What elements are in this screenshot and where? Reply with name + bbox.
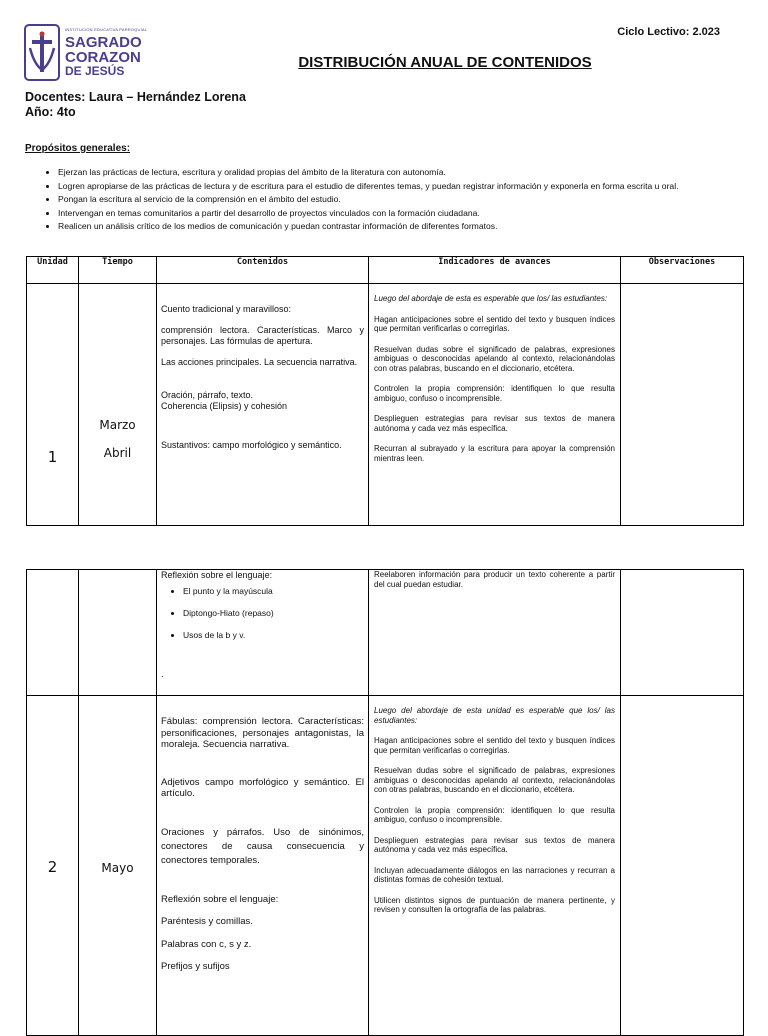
indicator-intro: Luego del abordaje de esta es esperable que los/ las estudiantes: xyxy=(374,294,608,303)
docentes: Docentes: Laura – Hernández Lorena xyxy=(25,90,246,104)
table-row xyxy=(27,696,744,1036)
observaciones-cell xyxy=(621,284,744,526)
tiempo-month: Abril xyxy=(103,446,132,460)
list-item: • Pongan la escritura al servicio de la comprensión en el ámbito del estudio. xyxy=(58,193,748,207)
logo-institution: INSTITUCIÓN EDUCATIVA PARROQUIAL xyxy=(65,27,148,32)
indicator-item: Hagan anticipaciones sobre el sentido del texto y busquen índices que permitan verificarlas o corregirlas. xyxy=(374,314,615,333)
list-item: • Usos de la b y v. xyxy=(183,629,364,641)
list-item: • Diptongo-Hiato (repaso) xyxy=(183,607,364,619)
table-row xyxy=(27,284,744,526)
logo-line1: SAGRADO xyxy=(65,34,142,51)
table-row xyxy=(27,570,744,696)
header-indicadores: Indicadores de avances xyxy=(369,257,621,284)
list-item: • Ejerzan las prácticas de lectura, escritura y oralidad propias del ámbito de la literatura con autonomía. xyxy=(58,166,748,180)
content-item: Coherencia (Elipsis) y cohesión xyxy=(161,401,288,411)
list-item: • Intervengan en temas comunitarios a partir del desarrollo de proyectos vinculados con la formación ciudadana. xyxy=(58,207,748,221)
table-header-row xyxy=(27,257,744,284)
logo-line2: CORAZON xyxy=(65,49,141,66)
indicator-item: Controlen la propia comprensión: identifiquen lo que resulta ambiguo, confuso o incomprensible. xyxy=(374,805,615,824)
propositos-title: Propósitos generales: xyxy=(25,143,131,154)
indicator-item: Incluyan adecuadamente diálogos en las narraciones y recurran a distintas formas de cohesión textual. xyxy=(374,865,615,884)
tiempo-month: Mayo xyxy=(101,861,134,875)
content-item: Fábulas: comprensión lectora. Características: personificaciones, personajes antagonistas, la moraleja. Secuencia narrativa. xyxy=(161,716,364,750)
school-logo xyxy=(24,24,146,82)
ciclo-lectivo: Ciclo Lectivo: 2.023 xyxy=(617,26,720,38)
unidad-number: 2 xyxy=(47,858,58,876)
header-contenidos: Contenidos xyxy=(157,257,369,284)
content-item: Palabras con c, s y z. xyxy=(161,938,252,950)
content-item: Sustantivos: campo morfológico y semántico. xyxy=(161,440,342,450)
unidad-number: 1 xyxy=(47,448,58,466)
content-item: Prefijos y sufijos xyxy=(161,961,230,972)
indicator-intro: Luego del abordaje de esta unidad es esperable que los/ las estudiantes: xyxy=(374,706,615,725)
content-item: comprensión lectora. Características. Marco y personajes. Las fórmulas de apertura. xyxy=(161,325,364,346)
indicator-item: Utilicen distintos signos de puntuación de manera pertinente, y revisen y consulten la ortografía de las palabras. xyxy=(374,895,615,914)
observaciones-cell xyxy=(621,696,744,1036)
header-observaciones: Observaciones xyxy=(621,257,744,284)
indicator-item: Desplieguen estrategias para revisar sus textos de manera autónoma y cada vez más específica. xyxy=(374,414,615,433)
anio: Año: 4to xyxy=(25,105,76,119)
content-bullets xyxy=(161,585,364,641)
indicator-item: Resuelvan dudas sobre el significado de palabras, expresiones ambiguas o desconocidas apelando al contexto, relacionándolas con otras palabras, buscando en el diccionario, etcétera. xyxy=(374,344,615,373)
header-unidad: Unidad xyxy=(27,257,79,284)
content-item: Reflexión sobre el lenguaje: xyxy=(161,893,279,905)
content-item: Oraciones y párrafos. Uso de sinónimos, conectores de causa consecuencia y conectores temporales. xyxy=(161,826,364,866)
indicator-item: Desplieguen estrategias para revisar sus textos de manera autónoma y cada vez más específica. xyxy=(374,835,615,854)
sacred-heart-cross-icon xyxy=(24,24,62,82)
tiempo-month: Marzo xyxy=(99,418,136,432)
propositos-list xyxy=(44,166,748,234)
contenidos-table xyxy=(26,256,744,526)
list-item: • Logren apropiarse de las prácticas de lectura y de escritura para el estudio de diferentes temas, y puedan registrar información y exponerla en forma escrita u oral. xyxy=(58,180,748,194)
indicator-item: Reelaboren información para producir un texto coherente a partir del cual puedan estudiar. xyxy=(374,570,615,589)
content-item: Reflexión sobre el lenguaje: xyxy=(161,570,273,580)
list-item: • El punto y la mayúscula xyxy=(183,585,364,597)
header-tiempo: Tiempo xyxy=(79,257,157,284)
list-item: • Realicen un análisis crítico de los medios de comunicación y puedan contrastar información de diferentes formatos. xyxy=(58,220,748,234)
indicator-item: Hagan anticipaciones sobre el sentido del texto y busquen índices que permitan verificarlas o corregirlas. xyxy=(374,736,615,755)
observaciones-cell xyxy=(621,570,744,696)
content-item: Oración, párrafo, texto. xyxy=(161,390,254,400)
content-item: Las acciones principales. La secuencia narrativa. xyxy=(161,357,358,367)
content-dot: . xyxy=(161,669,164,679)
indicator-item: Recurran al subrayado y la escritura para apoyar la comprensión mientras leen. xyxy=(374,444,615,463)
content-item: Paréntesis y comillas. xyxy=(161,916,253,927)
contenidos-table-continued xyxy=(26,569,744,1036)
logo-line3: DE JESÚS xyxy=(65,64,125,78)
indicator-item: Resuelvan dudas sobre el significado de palabras, expresiones ambiguas o desconocidas apelando al contexto, relacionándolas con otras palabras, buscando en el diccionario, etcétera. xyxy=(374,766,615,794)
content-item: Cuento tradicional y maravilloso: xyxy=(161,304,292,314)
page-title: DISTRIBUCIÓN ANUAL DE CONTENIDOS xyxy=(298,54,592,71)
indicator-item: Controlen la propia comprensión: identifiquen lo que resulta ambiguo, confuso o incomprensible. xyxy=(374,384,615,403)
content-item: Adjetivos campo morfológico y semántico. El artículo. xyxy=(161,776,364,799)
